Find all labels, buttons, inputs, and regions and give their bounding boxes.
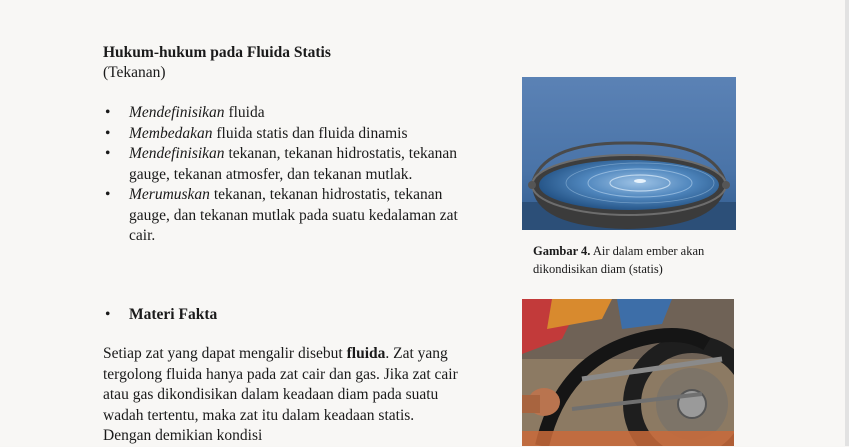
section-title: Hukum-hukum pada Fluida Statis bbox=[103, 44, 331, 61]
paragraph-bold-term: fluida bbox=[346, 345, 386, 362]
caption-text: Air dalam ember akan dikondisikan diam (statis) bbox=[533, 244, 705, 276]
section-subtitle: (Tekanan) bbox=[103, 64, 166, 81]
paragraph-text-before: Setiap zat yang dapat mengalir disebut bbox=[103, 345, 347, 362]
objective-verb: Merumuskan bbox=[129, 186, 210, 203]
bucket-water-photo bbox=[522, 77, 736, 230]
objective-item bbox=[103, 103, 463, 124]
objective-verb: Mendefinisikan bbox=[129, 104, 225, 121]
bullet-icon: • bbox=[105, 306, 111, 323]
objective-text: tekanan, tekanan hidrostatis, tekanan gauge, tekanan atmosfer, dan tekanan mutlak. bbox=[129, 145, 457, 183]
caption-label: Gambar 4. bbox=[533, 244, 591, 258]
materi-fakta-label: Materi Fakta bbox=[129, 306, 218, 323]
figure-caption bbox=[533, 242, 733, 278]
bullet-icon: • bbox=[105, 145, 111, 162]
objective-text: fluida bbox=[224, 104, 265, 121]
motorcycle-tire-photo bbox=[522, 299, 734, 446]
page-edge bbox=[845, 0, 849, 446]
objective-verb: Membedakan bbox=[129, 124, 213, 142]
body-paragraph bbox=[103, 344, 463, 447]
objectives-list bbox=[103, 103, 463, 247]
bullet-icon: • bbox=[105, 124, 111, 142]
objective-item bbox=[103, 144, 463, 185]
objective-item bbox=[103, 124, 463, 145]
bullet-icon: • bbox=[105, 186, 111, 203]
materi-fakta-heading bbox=[103, 306, 217, 324]
paragraph-text-after: . Zat yang tergolong fluida hanya pada zat cair dan gas. Jika zat cair atau gas dikondisikan dalam keadaan diam pada suatu wadah tertentu, maka zat itu dalam keadaan statis. Dengan demikian kondisi bbox=[103, 345, 458, 444]
objective-verb: Mendefinisikan bbox=[129, 145, 225, 162]
objective-text: fluida statis dan fluida dinamis bbox=[212, 124, 408, 142]
objective-text: tekanan, tekanan hidrostatis, tekanan gauge, dan tekanan mutlak pada suatu kedalaman zat cair. bbox=[129, 186, 458, 244]
objective-item bbox=[103, 185, 463, 247]
bullet-icon: • bbox=[105, 104, 111, 121]
